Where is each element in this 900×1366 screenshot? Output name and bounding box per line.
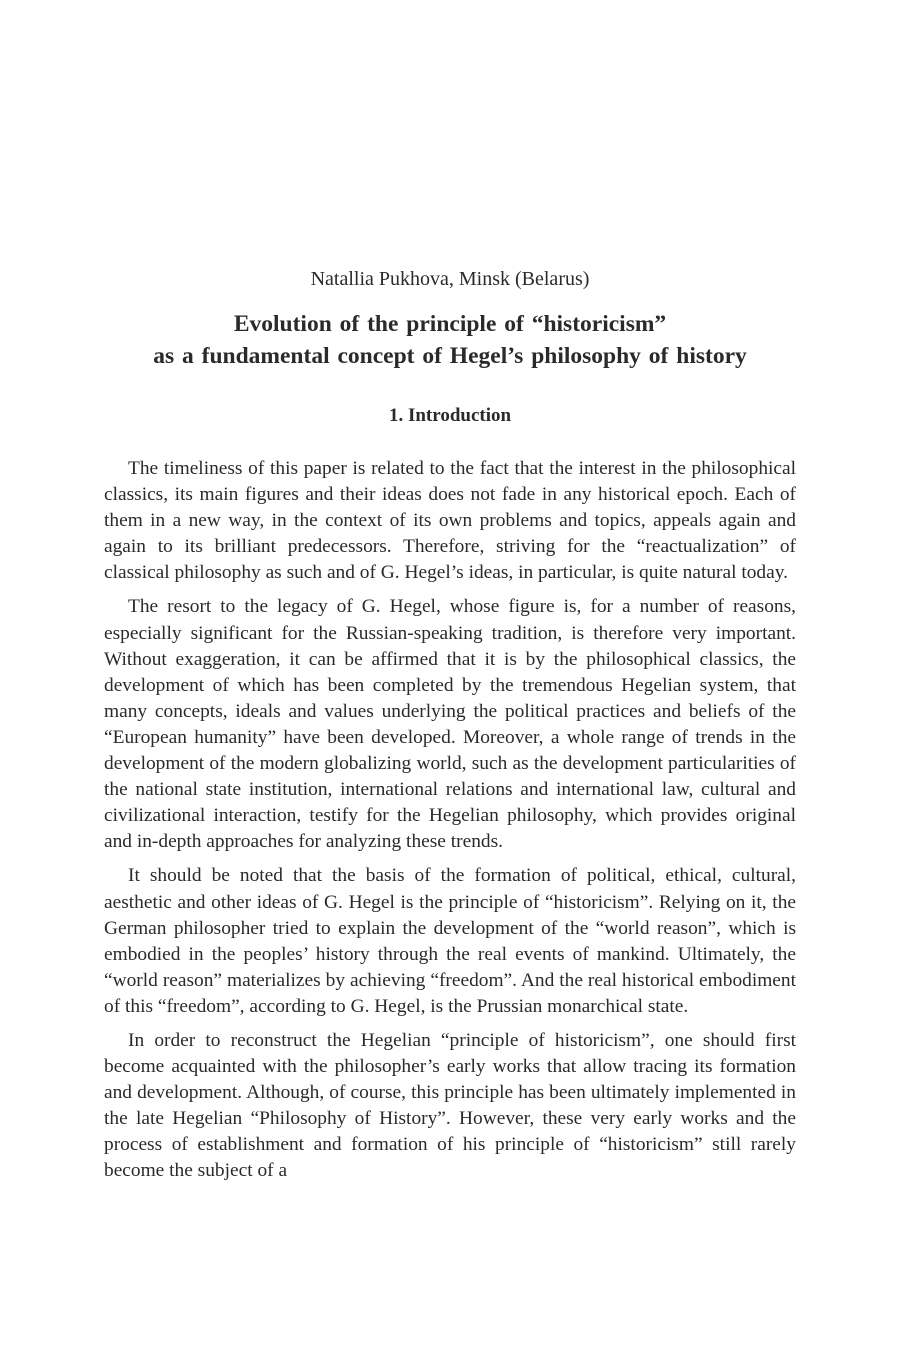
article-title-line-2: as a fundamental concept of Hegel’s philosophy of history bbox=[153, 343, 747, 369]
article-title bbox=[104, 308, 796, 372]
paragraph-3: It should be noted that the basis of the formation of political, ethical, cultural, aesthetic and other ideas of G. Hegel is the principle of “historicism”. Relying on it, the German philosopher tried to explain the development of the “world reason”, which is embodied in the peoples’ history through the real events of mankind. Ultimately, the “world reason” materializes by achieving “freedom”. And the real historical embodiment of this “freedom”, according to G. Hegel, is the Prussian monarchical state. bbox=[104, 865, 796, 1017]
section-heading: 1. Introduction bbox=[388, 405, 512, 426]
article-title-line-1: Evolution of the principle of “historicism” bbox=[233, 311, 667, 337]
paragraph-4: In order to reconstruct the Hegelian “principle of historicism”, one should first become acquainted with the philosopher’s early works that allow tracing its formation and development. Although, of course, this principle has been ultimately implemented in the late Hegelian “Philosophy of History”. However, these very early works and the process of establishment and formation of his principle of “historicism” still rarely become the subject of a bbox=[104, 1029, 796, 1182]
paragraph-2: The resort to the legacy of G. Hegel, whose figure is, for a number of reasons, especially significant for the Russian-speaking tradition, is therefore very important. Without exaggeration, it can be affirmed that it is by the philosophical classics, the development of which has been completed by the tremendous Hegelian system, that many concepts, ideals and values underlying the political practices and beliefs of the “European humanity” have been developed. Moreover, a whole range of trends in the development of the modern globalizing world, such as the development particularities of the national state institution, international relations and international law, cultural and civilizational interaction, testify for the Hegelian philosophy, which provides original and in-depth approaches for analyzing these trends. bbox=[104, 596, 796, 853]
article-page bbox=[104, 264, 796, 1193]
paragraph-1: The timeliness of this paper is related to the fact that the interest in the philosophical classics, its main figures and their ideas does not fade in any historical epoch. Each of them in a new way, in the context of its own problems and topics, appeals again and again to its brilliant predecessors. Therefore, striving for the “reactualization” of classical philosophy as such and of G. Hegel’s ideas, in particular, is quite natural today. bbox=[104, 458, 796, 584]
author-line: Natallia Pukhova, Minsk (Belarus) bbox=[310, 268, 590, 290]
